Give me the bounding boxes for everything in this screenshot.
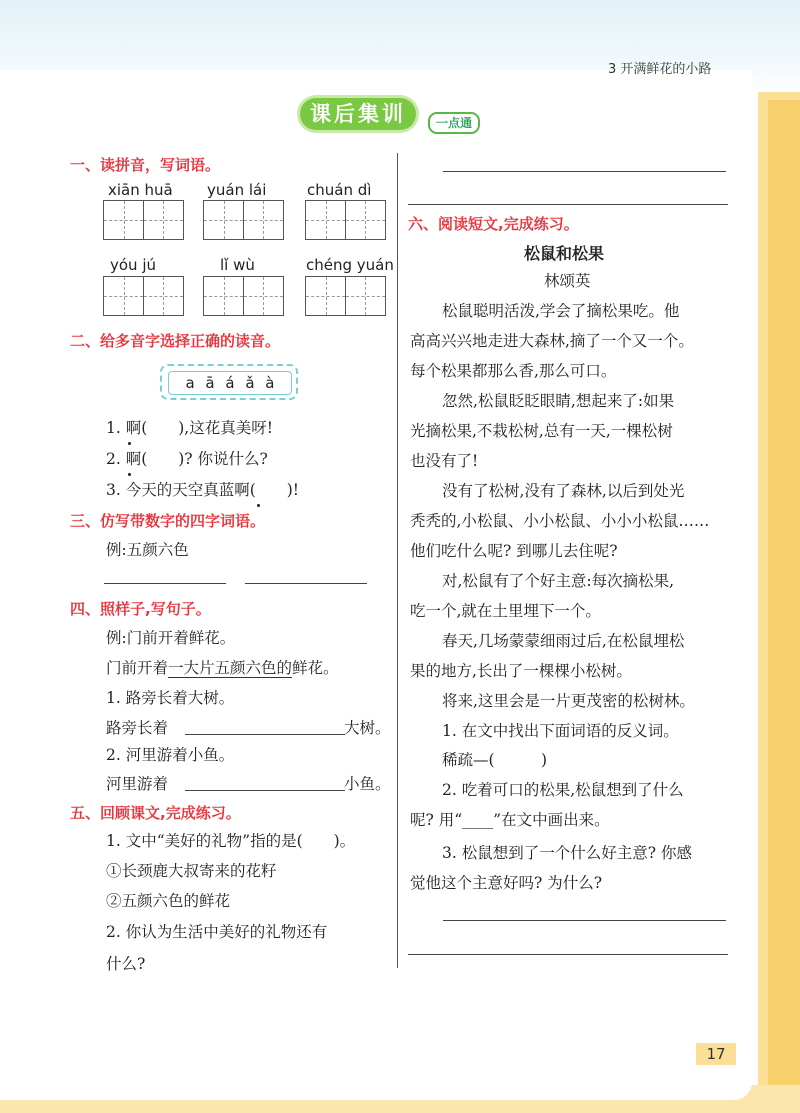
- story-line: 高高兴兴地走进大森林,摘了一个又一个。: [410, 332, 694, 350]
- story-line: 对,松鼠有了个好主意:每次摘松果,: [442, 572, 675, 590]
- s6-question-3a: 3. 松鼠想到了一个什么好主意? 你感: [442, 844, 692, 862]
- column-divider: [397, 153, 398, 968]
- emphasis-dot: [128, 473, 131, 476]
- pinyin-2: yuán lái: [207, 181, 267, 199]
- s6-question-1b: 稀疏—( ): [442, 751, 548, 769]
- story-line: 将来,这里会是一片更茂密的松树林。: [442, 692, 695, 710]
- s2-question-3: 3. 今天的天空真蓝啊( )!: [106, 481, 300, 499]
- page-number: 17: [696, 1043, 736, 1065]
- story-line: 秃秃的,小松鼠、小小松鼠、小小小松鼠……: [410, 512, 710, 530]
- writing-grid-4[interactable]: [103, 276, 182, 316]
- page-edge-dark: [768, 100, 800, 1113]
- answer-line[interactable]: [443, 920, 726, 921]
- s2-question-1: 1. 啊( ),这花真美呀!: [106, 419, 273, 437]
- emphasis-dot: [128, 442, 131, 445]
- pinyin-3: chuán dì: [307, 181, 372, 199]
- story-line: 果的地方,长出了一棵棵小松树。: [410, 662, 632, 680]
- story-line: 他们吃什么呢? 到哪儿去住呢?: [410, 542, 618, 560]
- lesson-header: 3 开满鲜花的小路: [608, 62, 712, 77]
- writing-grid-2[interactable]: [203, 200, 282, 240]
- s4-q2-prefix: 河里游着: [106, 775, 169, 793]
- s4-question-1: 1. 路旁长着大树。: [106, 689, 235, 707]
- pinyin-5: lǐ wù: [220, 256, 255, 274]
- answer-line[interactable]: [104, 583, 226, 584]
- emphasis-dot: [257, 504, 260, 507]
- s4-q2-suffix: 小鱼。: [344, 775, 391, 793]
- underlined-phrase: 一大片五颜六色的: [168, 659, 293, 677]
- s5-option-2: ②五颜六色的鲜花: [106, 892, 231, 910]
- story-line: 光摘松果,不栽松树,总有一天,一棵松树: [410, 422, 673, 440]
- section-5-title: 五、回顾课文,完成练习。: [70, 804, 241, 822]
- writing-grid-5[interactable]: [203, 276, 282, 316]
- s4-q1-prefix: 路旁长着: [106, 719, 169, 737]
- writing-grid-3[interactable]: [305, 200, 384, 240]
- s4-example-2: 门前开着一大片五颜六色的鲜花。: [106, 659, 339, 677]
- s6-question-1: 1. 在文中找出下面词语的反义词。: [442, 722, 679, 740]
- answer-line[interactable]: [408, 954, 728, 955]
- s4-example-1: 例:门前开着鲜花。: [106, 629, 236, 647]
- section-4-title: 四、照样子,写句子。: [70, 600, 211, 618]
- story-author: 林颂英: [544, 272, 591, 290]
- story-line: 吃一个,就在土里埋下一个。: [410, 602, 601, 620]
- s3-example: 例:五颜六色: [106, 541, 189, 559]
- section-2-title: 二、给多音字选择正确的读音。: [70, 332, 281, 350]
- s5-option-1: ①长颈鹿大叔寄来的花籽: [106, 862, 277, 880]
- s5-question-1: 1. 文中“美好的礼物”指的是( )。: [106, 832, 356, 850]
- banner-title: 课后集训: [300, 98, 416, 130]
- writing-grid-6[interactable]: [305, 276, 384, 316]
- answer-line[interactable]: [185, 790, 345, 791]
- banner-subtitle: 一点通: [428, 112, 480, 134]
- answer-line[interactable]: [408, 204, 728, 205]
- s6-question-2b: 呢? 用“____”在文中画出来。: [410, 811, 610, 829]
- story-line: 松鼠聪明活泼,学会了摘松果吃。他: [442, 302, 680, 320]
- s6-question-3b: 觉他这个主意好吗? 为什么?: [410, 874, 603, 892]
- section-1-title: 一、读拼音，写词语。: [70, 156, 221, 174]
- section-banner: [300, 98, 500, 138]
- writing-grid-1[interactable]: [103, 200, 182, 240]
- answer-line[interactable]: [245, 583, 367, 584]
- pinyin-1: xiān huā: [108, 181, 173, 199]
- pinyin-6: chéng yuán: [306, 256, 394, 274]
- tone-options: a ā á ǎ à: [168, 371, 292, 395]
- story-line: 没有了松树,没有了森林,以后到处光: [442, 482, 685, 500]
- s2-question-2: 2. 啊( )? 你说什么?: [106, 450, 268, 468]
- tone-options-box: [160, 364, 298, 400]
- s4-question-2: 2. 河里游着小鱼。: [106, 746, 235, 764]
- s6-question-2a: 2. 吃着可口的松果,松鼠想到了什么: [442, 781, 684, 799]
- story-title: 松鼠和松果: [524, 244, 605, 263]
- s5-question-2a: 2. 你认为生活中美好的礼物还有: [106, 923, 328, 941]
- story-line: 忽然,松鼠眨眨眼睛,想起来了:如果: [442, 392, 675, 410]
- story-line: 每个松果都那么香,那么可口。: [410, 362, 617, 380]
- section-6-title: 六、阅读短文,完成练习。: [408, 215, 579, 233]
- pinyin-4: yóu jú: [110, 256, 157, 274]
- s4-q1-suffix: 大树。: [344, 719, 391, 737]
- answer-line[interactable]: [185, 734, 345, 735]
- s5-question-2b: 什么?: [106, 955, 146, 973]
- answer-line[interactable]: [443, 171, 726, 172]
- story-line: 春天,几场蒙蒙细雨过后,在松鼠埋松: [442, 632, 685, 650]
- story-line: 也没有了!: [410, 452, 479, 470]
- section-3-title: 三、仿写带数字的四字词语。: [70, 512, 266, 530]
